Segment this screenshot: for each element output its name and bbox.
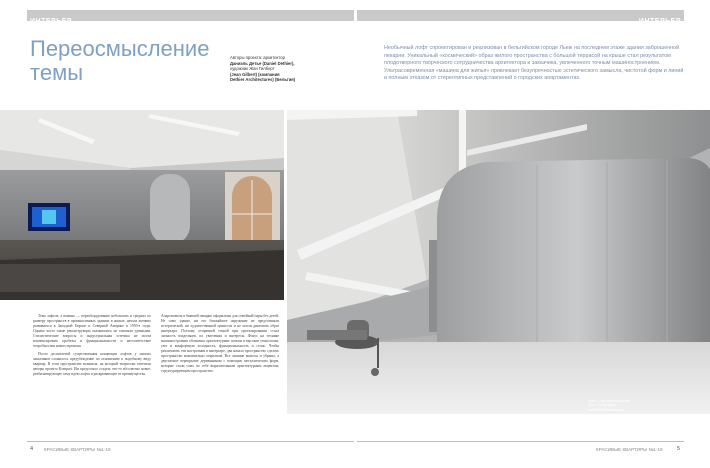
credit-line: Даниэль Детье (Daniel Dethier), (230, 60, 295, 66)
right-section-label: ИНТЕРЬЕР (638, 18, 681, 25)
left-header-bar (27, 10, 354, 25)
caption-line: Фото: Serge Brison (588, 403, 618, 408)
left-section-label: ИНТЕРЬЕР (30, 18, 73, 25)
credit-line: Dethier Architectures) (Бельгия) (230, 77, 296, 83)
lead-paragraph: Необычный лофт спроектирован и реализован в бельгийском городе Льеж на последнем этаже здания заброшенной пекарни. Уникальный «космический» образ жилого пространства с большой террасой на крыше стал результатом плодотворного творческого сотрудничества архитектора и заказчика, увлеченного точным машиностроением. Ультрасовременная «машина для жилья» привлекает безупречностью эстетического замысла, чистотой форм и линий и полным отказом от стереотипных представлений о городских апартаментах. (384, 45, 684, 82)
body-column-1 (33, 314, 151, 380)
loft-kitchen-photo (287, 110, 710, 414)
body-paragraph: Тема лофтов, а именно — переоборудование небольших и средних по размеру пространств в промышленных зданиях в жилые, начала активно развиваться в Западной Европе и Северной Америке в 1950-е годы. Однако часто такие реконструкции оказывались не слишком удачными. Стилистические вопросы и индустриальная эстетика не могли компенсировать пробелы в функциональности и несоответствие потребностям нового времени. (33, 314, 151, 348)
left-page-number: 4 (30, 446, 34, 452)
credit-line: Авторы проекта: архитектор (230, 55, 285, 60)
body-column-2 (161, 314, 279, 377)
photo-caption (588, 399, 629, 412)
article-title (30, 37, 209, 85)
caption-line: Текст: Светлана Кононова (588, 399, 630, 403)
title-line-2: темы (30, 60, 84, 85)
author-credits (230, 55, 350, 83)
left-footer-rule (27, 441, 354, 442)
living-room-photo (0, 110, 284, 300)
right-header-bar (357, 10, 684, 25)
body-paragraph: После десятилетий существования концепции лофтов у многих заказчиков сложилось предубеждение по отношению к подобному виду квартир. В этом пространстве возникла, на который творчески ответили авторы проекта Kompart. Им предстояло создать что-то абсолютно новое, реабилитирующее саму идею лофта и раскрывающее ее преимущества. (33, 352, 151, 376)
right-footer-rule (357, 441, 684, 442)
body-paragraph: Апартаменты в бывшей пекарне оформлены для семейной пары без детей. Не само здание, ни его ближайшее окружение не представляли исторической, ни художественной ценности и не могли диктовать образ интерьера. Поэтому отправной точкой при проектировании стала личность владельцев, их увлечения и интересы. Фокус на технике машиностроения обозначил архитектурные поиски и высокие технологии, уют и комфортную холодность, функциональность и стиль. Чтобы реализовать эти настроения в интерьере, два начала пространство сделать пространство максимально открытым. Все лишние выносы и убраны, а двускатное перекрытие деревянными с помощью металлических форм, которые стали само по себе выразительным архитектурным акцентом, структурирующим пространство. (161, 314, 279, 373)
credit-line: (Jean Gilbert) (компания (230, 71, 280, 77)
credit-line: художник Жан Гилберт (230, 66, 275, 72)
caption-line: for Dethier Architectures (588, 407, 625, 412)
right-magazine-name: КРАСИВЫЕ КВАРТИРЫ №1-16 (596, 447, 663, 452)
left-magazine-name: КРАСИВЫЕ КВАРТИРЫ №1-16 (44, 447, 111, 452)
title-line-1: Переосмысление (30, 36, 210, 61)
right-page-number: 5 (677, 446, 681, 452)
